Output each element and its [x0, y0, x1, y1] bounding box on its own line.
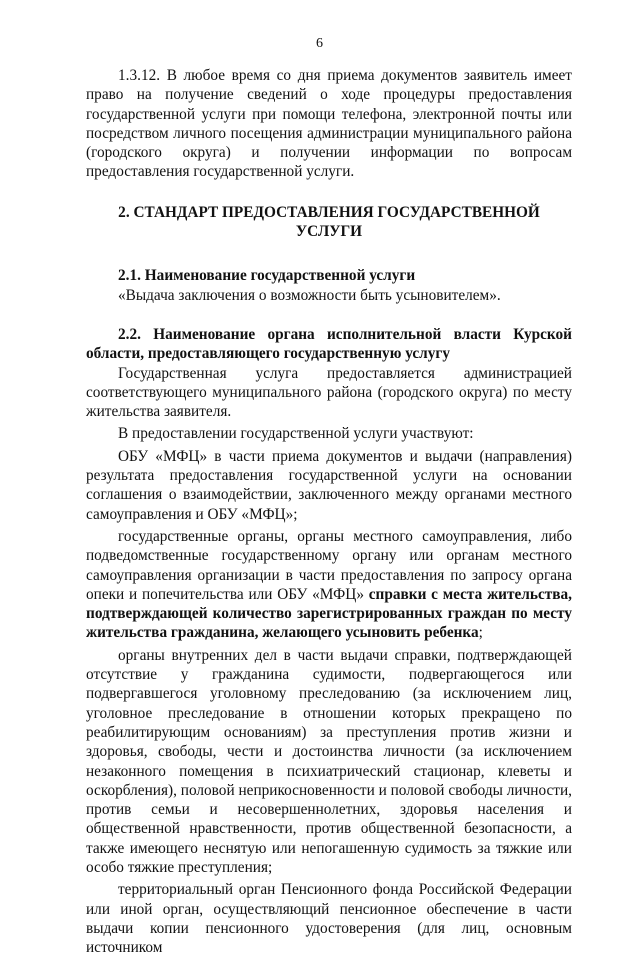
document-body	[86, 66, 572, 957]
paragraph-state-bodies	[86, 527, 572, 643]
section-title: 2. СТАНДАРТ ПРЕДОСТАВЛЕНИЯ ГОСУДАРСТВЕННОЙ УСЛУГИ	[118, 203, 540, 241]
paragraph-participants: В предоставлении государственной услуги участвуют:	[118, 425, 474, 443]
state-bodies-end: ;	[478, 624, 483, 642]
paragraph-provider: Государственная услуга предоставляется администрацией соответствующего муниципального района (городского округа) по месту жительства заявителя.	[86, 364, 572, 421]
state-bodies-text: государственные органы, органы местного самоуправления, либо подведомственные государственному органу или органам местного самоуправления организации в части предоставления по запросу органа опеки и попечительства или ОБУ «МФЦ»	[86, 527, 572, 603]
paragraph-1-3-12: 1.3.12. В любое время со дня приема документов заявитель имеет право на получение сведений о ходе процедуры предоставления государственной услуги при помощи телефона, электронной почты или посредством личного посещения администрации муниципального района (городского округа) и получении информации по вопросам предоставления государственной услуги.	[86, 67, 572, 181]
paragraph-mfc: ОБУ «МФЦ» в части приема документов и выдачи (направления) результата предоставления государственной услуги на основании соглашения о взаимодействии, заключенного между органами местного самоуправления и ОБУ «МФЦ»;	[86, 447, 572, 523]
subsection-2-1-text: «Выдача заключения о возможности быть усыновителем».	[118, 286, 501, 304]
state-bodies-bold-text: справки с места жительства, подтверждающей количество зарегистрированных граждан по месту жительства гражданина, желающего усыновить ребенка	[86, 585, 572, 642]
subsection-2-2-title: 2.2. Наименование органа исполнительной власти Курской области, предоставляющего государственную услугу	[86, 325, 572, 363]
page-number: 6	[316, 36, 323, 51]
paragraph-pension: территориальный орган Пенсионного фонда Российской Федерации или иной орган, осуществляющий пенсионное обеспечение в части выдачи копии пенсионного удостоверения (для лиц, основным источником	[86, 881, 572, 957]
paragraph-internal-affairs: органы внутренних дел в части выдачи справки, подтверждающей отсутствие у гражданина судимости, подвергающегося или подвергавшегося уголовному преследованию (за исключением лиц, уголовное преследование в отношении которых прекращено по реабилитирующим основаниям) за преступления против жизни и здоровья, свободы, чести и достоинства личности (за исключением незаконного помещения в психиатрический стационар, клеветы и оскорбления), половой неприкосновенности и половой свободы личности, против семьи и несовершеннолетних, здоровья населения и общественной нравственности, против общественной безопасности, а также имеющего неснятую или непогашенную судимость за тяжкие или особо тяжкие преступления;	[86, 646, 572, 876]
subsection-2-1-title: 2.1. Наименование государственной услуги	[118, 267, 416, 285]
